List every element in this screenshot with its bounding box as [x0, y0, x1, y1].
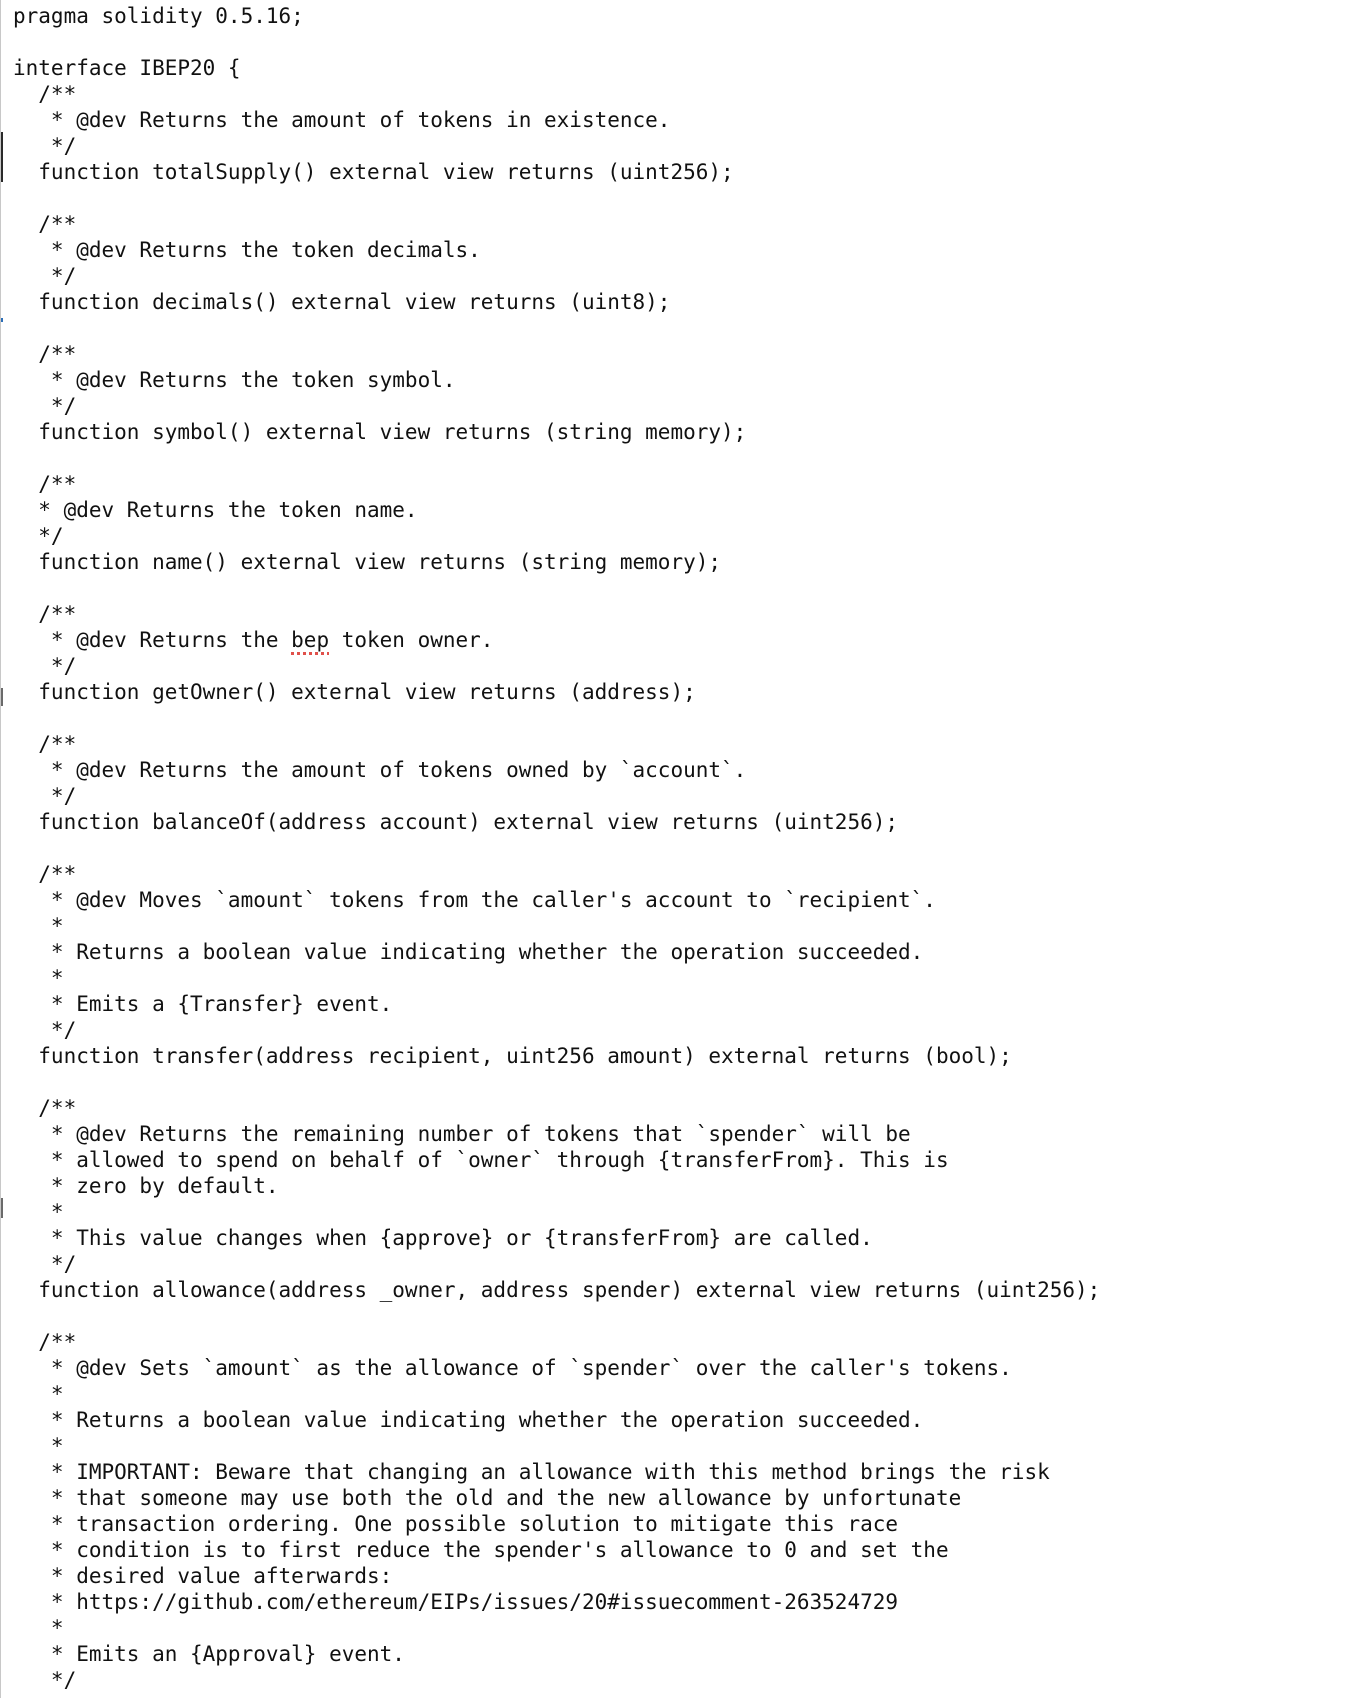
gutter-marker	[1, 318, 3, 322]
code-line: /**	[13, 602, 77, 626]
code-line: *	[13, 1616, 64, 1640]
code-line: * @dev Returns the token name.	[13, 498, 418, 522]
code-line: * Emits a {Transfer} event.	[13, 992, 393, 1016]
code-line	[13, 1303, 1100, 1329]
code-line: * @dev Returns the remaining number of tokens that `spender` will be	[13, 1122, 911, 1146]
code-line: function decimals() external view returns (uint8);	[13, 290, 671, 314]
code-line: * @dev Returns the amount of tokens in existence.	[13, 108, 671, 132]
code-line: *	[13, 966, 64, 990]
code-line: * condition is to first reduce the spender's allowance to 0 and set the	[13, 1538, 949, 1562]
code-line: /**	[13, 1330, 77, 1354]
code-line: * This value changes when {approve} or {transferFrom} are called.	[13, 1226, 873, 1250]
code-line: function allowance(address _owner, address spender) external view returns (uint256);	[13, 1278, 1101, 1302]
code-line: /**	[13, 212, 77, 236]
code-line	[13, 835, 1100, 861]
code-line: */	[13, 394, 77, 418]
code-line: /**	[13, 732, 77, 756]
code-line: * https://github.com/ethereum/EIPs/issues/20#issuecomment-263524729	[13, 1590, 899, 1614]
code-line	[13, 705, 1100, 731]
code-line: * @dev Sets `amount` as the allowance of `spender` over the caller's tokens.	[13, 1356, 1012, 1380]
code-line: function totalSupply() external view returns (uint256);	[13, 160, 734, 184]
code-line	[13, 185, 1100, 211]
code-line: * allowed to spend on behalf of `owner` through {transferFrom}. This is	[13, 1148, 949, 1172]
code-line: *	[13, 1434, 64, 1458]
code-line: *	[13, 914, 64, 938]
code-line: function balanceOf(address account) external view returns (uint256);	[13, 810, 899, 834]
code-line: * @dev Moves `amount` tokens from the caller's account to `recipient`.	[13, 888, 936, 912]
code-line: /**	[13, 342, 77, 366]
code-line: * transaction ordering. One possible solution to mitigate this race	[13, 1512, 899, 1536]
code-line: *	[13, 1382, 64, 1406]
code-line: */	[13, 264, 77, 288]
code-line: * zero by default.	[13, 1174, 279, 1198]
code-line: */	[13, 1252, 77, 1276]
code-line: */	[13, 1018, 77, 1042]
code-line: * @dev Returns the token symbol.	[13, 368, 456, 392]
gutter-marker	[1, 132, 3, 182]
code-line: function name() external view returns (string memory);	[13, 550, 722, 574]
code-line	[13, 1069, 1100, 1095]
misspelled-word[interactable]: bep	[291, 628, 330, 652]
code-line	[13, 315, 1100, 341]
code-line: * @dev Returns the amount of tokens owned by `account`.	[13, 758, 747, 782]
gutter-marker	[1, 688, 3, 706]
code-line: */	[13, 1668, 77, 1692]
code-line: * @dev Returns the bep token owner.	[13, 628, 494, 652]
code-line: function transfer(address recipient, uint256 amount) external returns (bool);	[13, 1044, 1012, 1068]
code-line: /**	[13, 472, 77, 496]
code-line: /**	[13, 862, 77, 886]
code-line: /**	[13, 1096, 77, 1120]
code-line: function symbol() external view returns (string memory);	[13, 420, 747, 444]
code-line: * @dev Returns the token decimals.	[13, 238, 481, 262]
code-line	[13, 575, 1100, 601]
code-line: * desired value afterwards:	[13, 1564, 393, 1588]
code-line	[13, 29, 1100, 55]
code-line: * Returns a boolean value indicating whether the operation succeeded.	[13, 940, 924, 964]
code-line: */	[13, 654, 77, 678]
code-line: * IMPORTANT: Beware that changing an allowance with this method brings the risk	[13, 1460, 1050, 1484]
code-line: * that someone may use both the old and the new allowance by unfortunate	[13, 1486, 962, 1510]
code-text-area[interactable]	[13, 3, 1100, 1693]
code-line: function getOwner() external view returns (address);	[13, 680, 696, 704]
code-line: */	[13, 784, 77, 808]
gutter-marker	[1, 1198, 3, 1218]
code-line: interface IBEP20 {	[13, 56, 241, 80]
code-line: /**	[13, 82, 77, 106]
code-line: */	[13, 134, 77, 158]
code-line: * Returns a boolean value indicating whether the operation succeeded.	[13, 1408, 924, 1432]
code-line: *	[13, 1200, 64, 1224]
code-line: * Emits an {Approval} event.	[13, 1642, 405, 1666]
code-line	[13, 445, 1100, 471]
code-line: pragma solidity 0.5.16;	[13, 4, 304, 28]
code-line: */	[13, 524, 64, 548]
